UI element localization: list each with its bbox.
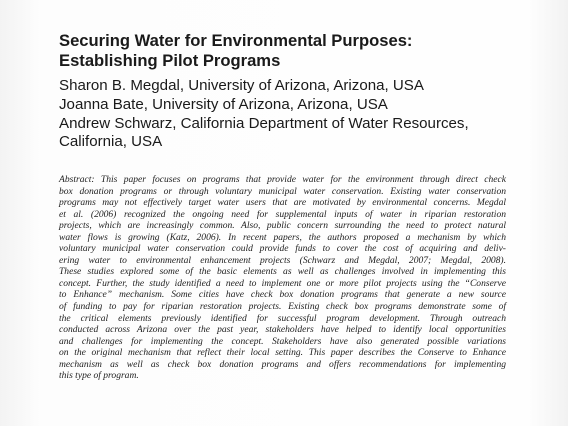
abstract-line: programs may not effectively target water users that are motivated by environmental concerns. Megdal <box>59 197 506 209</box>
abstract-line: and challenges for implementing the concept. Stakeholders have also generated possible variations <box>59 335 506 347</box>
abstract-line: concept. Further, the study identified a need to implement one or more pilot projects using the “Conserve <box>59 277 506 289</box>
abstract-line: voluntary municipal water conservation could provide funds to cover the cost of acquiring and deliv- <box>59 243 506 255</box>
abstract-line: mechanism as well as check box donation programs and offers recommendations for implementing <box>59 358 506 370</box>
abstract-line: to Enhance” mechanism. Some cities have check box donation programs that generate a new source <box>59 289 506 301</box>
abstract-line: of funding to pay for riparian restoration projects. Existing check box programs demonstrate some of <box>59 301 506 313</box>
paper-title <box>59 31 539 71</box>
abstract-line: Abstract: This paper focuses on programs that provide water for the environment through direct check <box>59 174 506 185</box>
abstract-line: ering water to environmental enhancement projects (Schwarz and Megdal, 2007; Megdal, 2008). <box>59 254 506 266</box>
abstract-line: projects, which are increasingly common. Also, public concern surrounding the need to protect natural <box>59 220 506 232</box>
abstract-line: the critical elements previously identified for successful program development. Through outreach <box>59 312 506 324</box>
abstract-line: box donation programs or through voluntary municipal water conservation. Existing water conservation <box>59 185 506 197</box>
author-line: Andrew Schwarz, California Department of Water Resources, <box>59 114 469 132</box>
author-list <box>59 77 539 152</box>
abstract-line: on the original mechanism that reflect their local setting. This paper describes the Conserve to Enhance <box>59 347 506 359</box>
author-line: Joanna Bate, University of Arizona, Arizona, USA <box>59 95 388 113</box>
abstract <box>59 174 506 382</box>
abstract-line: et al. (2006) recognized the ongoing need for supplemental inputs of water in riparian restoration <box>59 208 506 220</box>
abstract-line: conducted across Arizona over the past year, stakeholders have helped to identify local opportunities <box>59 324 506 336</box>
abstract-line: These studies explored some of the basic elements as well as challenges involved in implementing this <box>59 266 506 278</box>
paper-title-line: Securing Water for Environmental Purposes: <box>59 31 413 50</box>
author-line: Sharon B. Megdal, University of Arizona, Arizona, USA <box>59 77 424 94</box>
paper-title-line: Establishing Pilot Programs <box>59 51 281 70</box>
abstract-line: water flows is growing (Katz, 2006). In recent papers, the authors proposed a mechanism by which <box>59 231 506 243</box>
abstract-line: this type of program. <box>59 370 139 382</box>
author-line: California, USA <box>59 133 163 151</box>
